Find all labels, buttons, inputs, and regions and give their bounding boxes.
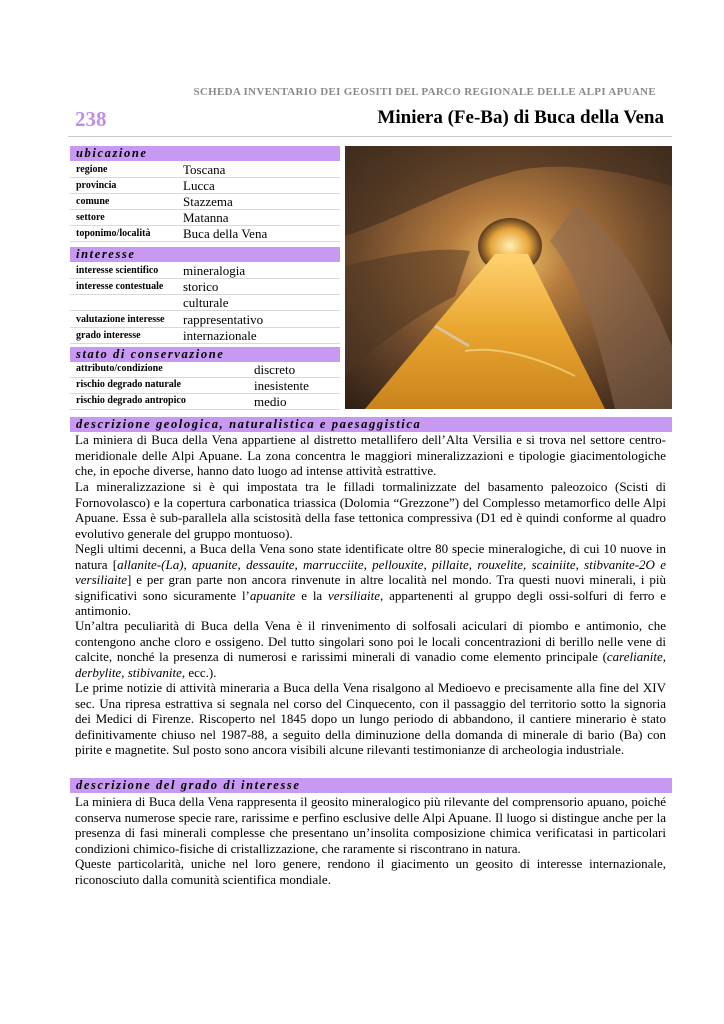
field-label: valutazione interesse bbox=[76, 314, 165, 325]
paragraph: La miniera di Buca della Vena rappresenta il geosito mineralogico più rilevante del comprensorio apuano, poiché conserva numerose specie rare, rarissime e perfino esclusive delle Alpi Apuane. Il luogo si distingue anche per la presenza di fasi minerali complesse che presentano un’insolita composizione chimica verificatasi in particolari condizioni chimico-fisiche di cristallizzazione, che raramente si riscontrano in natura. bbox=[75, 794, 666, 856]
field-row-interesse-scientifico bbox=[70, 263, 340, 279]
field-row-comune bbox=[70, 194, 340, 210]
field-row-valutazione-interesse bbox=[70, 312, 340, 328]
paragraph: La miniera di Buca della Vena appartiene al distretto metallifero dell’Alta Versilia e si trova nel settore centro-meridionale delle Alpi Apuane. La zona concentra le maggiori mineralizzazioni e tipologie giacimentologiche che, in epoche diverse, hanno dato luogo ad intense attività estrattive. bbox=[75, 432, 666, 479]
field-value: rappresentativo bbox=[183, 312, 264, 327]
field-value: Buca della Vena bbox=[183, 226, 268, 241]
paragraph: Queste particolarità, uniche nel loro genere, rendono il giacimento un geosito di interesse internazionale, riconosciuto dalla comunità scientifica mondiale. bbox=[75, 856, 666, 887]
field-row-interesse-contestuale bbox=[70, 279, 340, 295]
field-row-toponimo bbox=[70, 226, 340, 242]
field-value: Matanna bbox=[183, 210, 229, 225]
field-row-rischio-naturale bbox=[70, 378, 340, 394]
paragraph: La mineralizzazione si è qui impostata tra le filladi tormalinizzate del basamento paleozoico (Scisti di Fornovolasco) e la copertura carbonatica triassica (Dolomia “Grezzone”) del Complesso metamorfico delle Alpi Apuane. Essa è sub-parallela alla scistosità della fase tettonica compressiva (D1 ed è quindi conforme al quadro evolutivo generale del gruppo montuoso). bbox=[75, 479, 666, 541]
field-row-rischio-antropico bbox=[70, 394, 340, 410]
header-rule bbox=[68, 136, 672, 137]
geosite-number: 238 bbox=[75, 107, 107, 131]
field-label: grado interesse bbox=[76, 330, 141, 341]
field-row-interesse-contestuale-2 bbox=[70, 295, 340, 311]
field-label: regione bbox=[76, 164, 108, 175]
field-value: medio bbox=[254, 394, 287, 409]
field-label: interesse contestuale bbox=[76, 281, 164, 292]
field-value: Stazzema bbox=[183, 194, 233, 209]
field-value: culturale bbox=[183, 295, 229, 310]
field-row-regione bbox=[70, 162, 340, 178]
field-value: mineralogia bbox=[183, 263, 246, 278]
field-label: attributo/condizione bbox=[76, 363, 163, 374]
document-header: SCHEDA INVENTARIO DEI GEOSITI DEL PARCO REGIONALE DELLE ALPI APUANE bbox=[193, 86, 656, 98]
field-value: Lucca bbox=[183, 178, 215, 193]
section-ubicazione-heading: ubicazione bbox=[70, 146, 340, 161]
field-row-grado-interesse bbox=[70, 328, 340, 344]
field-value: discreto bbox=[254, 362, 296, 377]
field-label: settore bbox=[76, 212, 105, 223]
geosite-title: Miniera (Fe-Ba) di Buca della Vena bbox=[377, 107, 664, 128]
section-stato-heading: stato di conservazione bbox=[70, 347, 340, 362]
field-label: interesse scientifico bbox=[76, 265, 159, 276]
field-value: Toscana bbox=[183, 162, 226, 177]
mine-tunnel-photo bbox=[345, 146, 672, 409]
section-descrizione-interesse-heading: descrizione del grado di interesse bbox=[70, 778, 672, 793]
paragraph: Un’altra peculiarità di Buca della Vena è il rinvenimento di solfosali aciculari di piombo e antimonio, che contengono anche cloro e ossigeno. Del tutto singolari sono poi le locali concentrazioni di berillo nelle vene di calcite, nonché la presenza di numerosi e rarissimi minerali di vanadio come elemento principale (carelianite, derbylite, stibivanite, ecc.). bbox=[75, 618, 666, 680]
field-label: comune bbox=[76, 196, 110, 207]
field-value: inesistente bbox=[254, 378, 309, 393]
field-row-provincia bbox=[70, 178, 340, 194]
field-row-attributo bbox=[70, 362, 340, 378]
field-value: storico bbox=[183, 279, 219, 294]
field-label: toponimo/località bbox=[76, 228, 151, 239]
field-label: rischio degrado antropico bbox=[76, 395, 186, 406]
field-label: rischio degrado naturale bbox=[76, 379, 181, 390]
paragraph: Le prime notizie di attività mineraria a Buca della Vena risalgono al Medioevo e precisamente alla fine del XIV sec. Una ripresa estrattiva si segnala nel corso del Cinquecento, con il passaggio del territorio sotto la signoria dei Medici di Firenze. Riscoperto nel 1845 dopo un lungo periodo di abbandono, il cantiere minerario è stato definitivamente chiuso nel 1987-88, a seguito della diminuzione della domanda di minerale di bario (Ba) con pirite e magnetite. Sul posto sono ancora visibili alcune rilevanti testimonianze di archeologia industriale. bbox=[75, 680, 666, 758]
paragraph: Negli ultimi decenni, a Buca della Vena sono state identificate oltre 80 specie mineralogiche, di cui 10 nuove in natura [allanite-(La), apuanite, dessauite, marrucciite, pellouxite, pillaite, rouxelite, scainiite, stibvanite-2O e versiliaite] e per gran parte non ancora rinvenute in altre località nel mondo. Tra questi nuovi minerali, i più significativi sono sicuramente l’apuanite e la versiliaite, appartenenti al gruppo degli ossi-solfuri di ferro e antimonio. bbox=[75, 541, 666, 619]
field-row-settore bbox=[70, 210, 340, 226]
field-value: internazionale bbox=[183, 328, 257, 343]
section-interesse-heading: interesse bbox=[70, 247, 340, 262]
field-label: provincia bbox=[76, 180, 117, 191]
section-descrizione-geologica-heading: descrizione geologica, naturalistica e paesaggistica bbox=[70, 417, 672, 432]
